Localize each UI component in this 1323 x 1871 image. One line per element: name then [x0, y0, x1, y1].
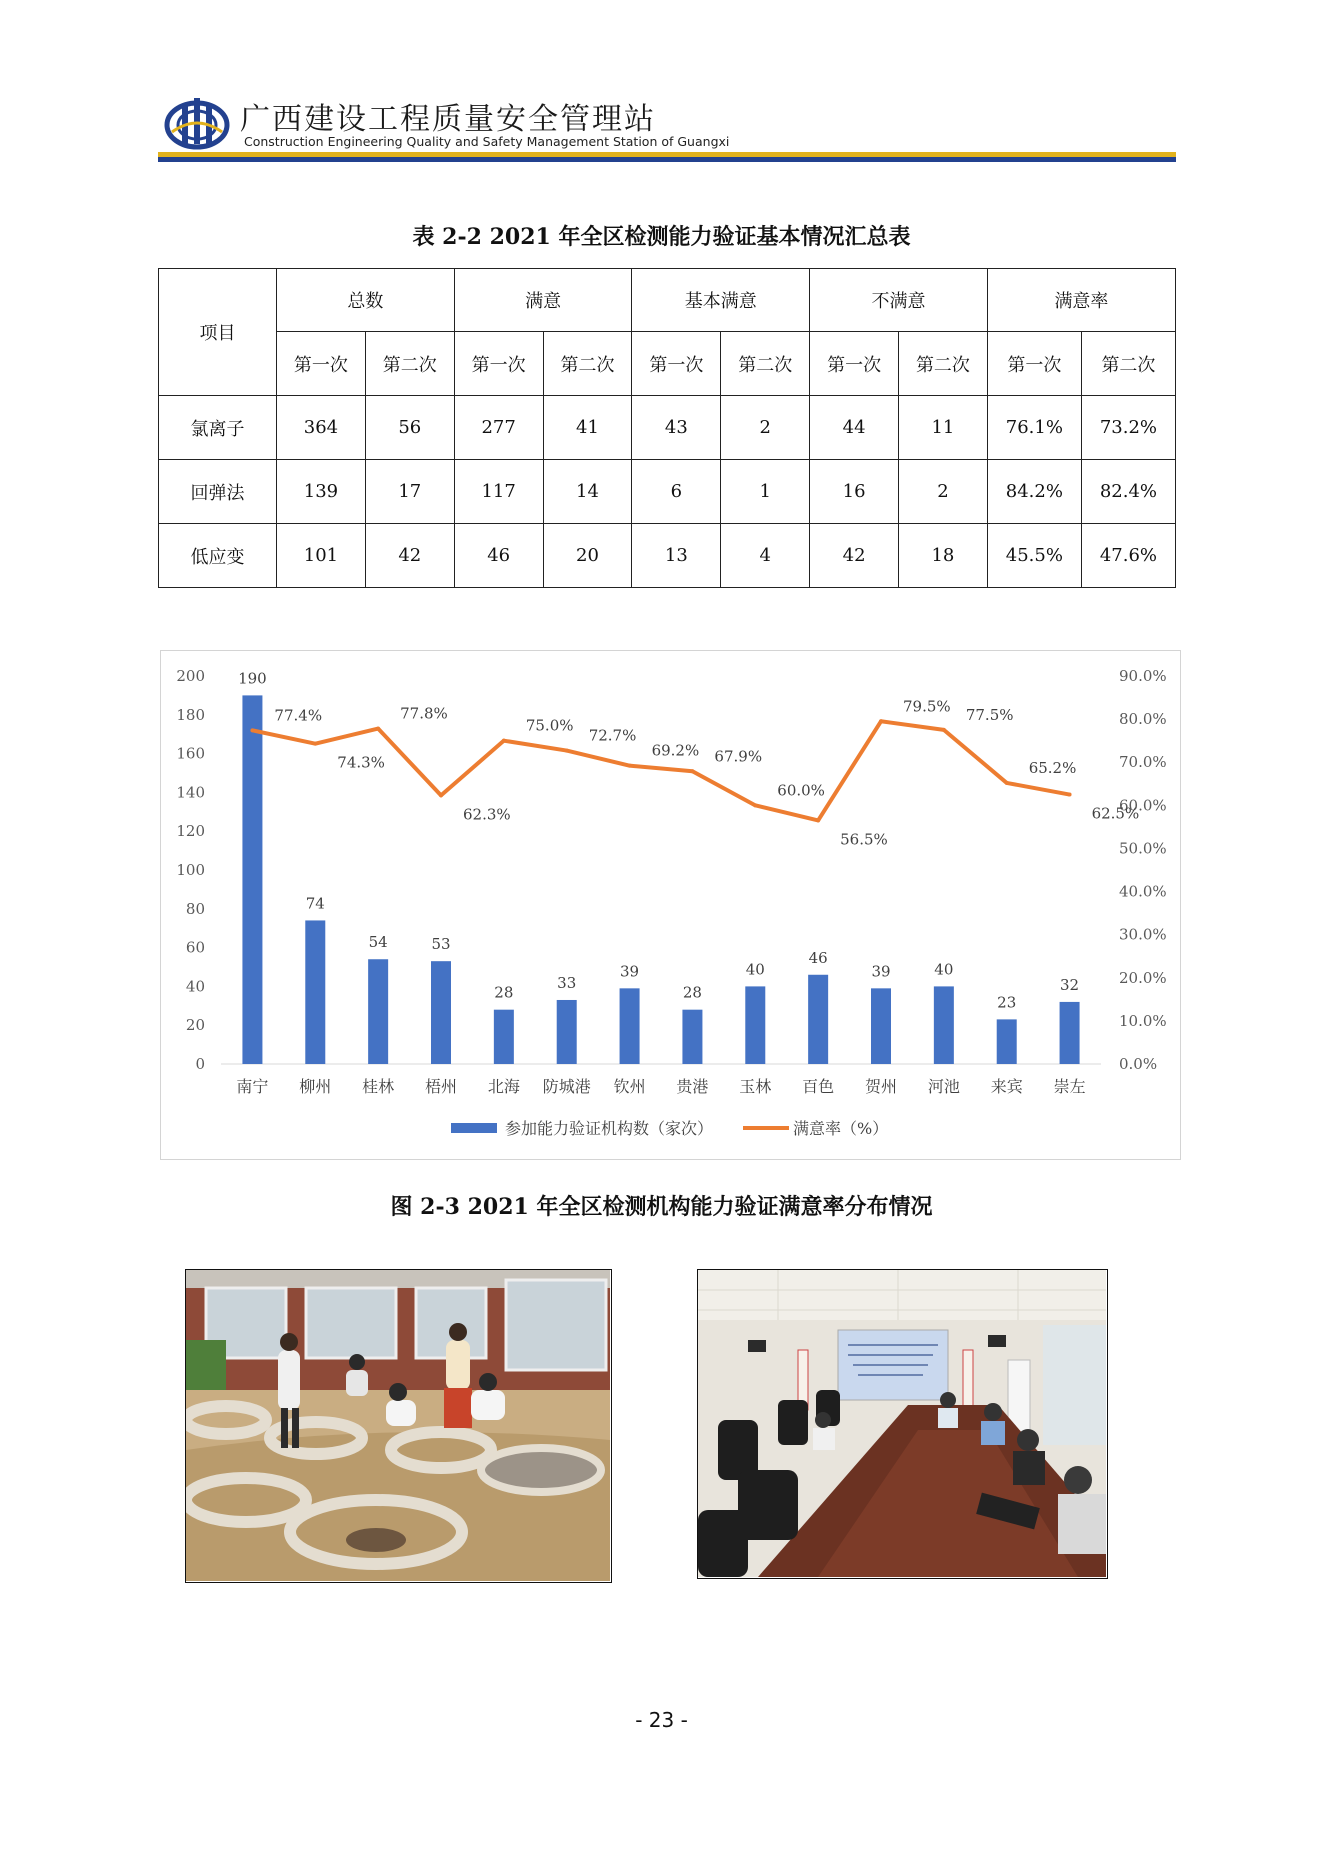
figure-title: 图 2-3 2021 年全区检测机构能力验证满意率分布情况 [390, 1194, 933, 1220]
table-row [159, 396, 1176, 460]
bar [745, 986, 765, 1064]
line-data-label: 56.5% [840, 830, 888, 849]
line-point [250, 728, 254, 732]
y-left-tick-label: 100 [176, 861, 205, 879]
table-cell: 42 [810, 524, 899, 588]
y-right-tick-label: 20.0% [1119, 968, 1167, 987]
table-cell: 47.6% [1081, 524, 1175, 588]
line-point [879, 719, 883, 723]
line-data-label: 79.5% [903, 697, 951, 716]
y-left-tick-label: 80 [185, 899, 205, 918]
x-category-label: 来宾 [990, 1077, 1023, 1096]
x-category-label: 北海 [487, 1077, 520, 1096]
y-right-tick-label: 80.0% [1119, 710, 1167, 729]
x-category-label: 南宁 [236, 1077, 269, 1096]
table-cell: 45.5% [987, 524, 1081, 588]
row-label: 低应变 [159, 524, 277, 588]
bar-data-label: 28 [494, 983, 514, 1002]
row-label: 氯离子 [159, 396, 277, 460]
bar-data-label: 54 [368, 933, 388, 952]
x-category-label: 贺州 [864, 1077, 898, 1096]
y-right-tick-label: 30.0% [1119, 925, 1167, 944]
table-row [159, 524, 1176, 588]
line-data-label: 72.7% [588, 726, 637, 745]
table-cell: 82.4% [1081, 460, 1175, 524]
table-cell: 6 [632, 460, 721, 524]
table-cell: 11 [899, 396, 988, 460]
bar-data-label: 32 [1060, 975, 1080, 994]
y-left-tick-label: 160 [176, 744, 205, 763]
satisfaction-chart [160, 650, 1181, 1160]
bar-data-label: 39 [620, 962, 640, 981]
y-left-tick-label: 0 [195, 1055, 205, 1073]
bar [242, 695, 262, 1064]
line-data-label: 67.9% [714, 747, 763, 766]
sub-header: 第二次 [721, 332, 810, 396]
y-left-tick-label: 200 [176, 667, 205, 685]
sub-header: 第一次 [277, 332, 366, 396]
chart-canvas [161, 651, 1179, 1158]
group-header-total: 总数 [277, 269, 455, 332]
x-category-label: 桂林 [362, 1077, 395, 1096]
sub-header: 第一次 [987, 332, 1081, 396]
bar-data-label: 40 [934, 960, 954, 979]
sub-header: 第一次 [454, 332, 543, 396]
x-category-label: 贵港 [676, 1077, 709, 1096]
bar-data-label: 40 [745, 960, 765, 979]
y-left-tick-label: 40 [185, 977, 205, 996]
line-point [942, 728, 946, 732]
line-point [376, 727, 380, 731]
bar-data-label: 28 [682, 983, 702, 1002]
table-cell: 16 [810, 460, 899, 524]
bar [368, 959, 388, 1064]
table-cell: 2 [721, 396, 810, 460]
header-rule-blue [158, 157, 1176, 162]
line-data-label: 75.0% [525, 716, 574, 735]
bar-data-label: 33 [557, 973, 577, 992]
bar [808, 975, 828, 1064]
bar [557, 1000, 577, 1064]
sub-header: 第二次 [1081, 332, 1175, 396]
group-header-rate: 满意率 [987, 269, 1175, 332]
table-cell: 4 [721, 524, 810, 588]
line-data-label: 77.4% [274, 706, 323, 725]
meeting-room-photo [697, 1269, 1108, 1579]
table-cell: 277 [454, 396, 543, 460]
table-cell: 42 [365, 524, 454, 588]
x-category-label: 梧州 [424, 1077, 458, 1096]
page-header [158, 92, 1176, 166]
bar [494, 1010, 514, 1064]
table-cell: 139 [277, 460, 366, 524]
line-point [690, 769, 694, 773]
sub-header: 第一次 [810, 332, 899, 396]
sub-header: 第一次 [632, 332, 721, 396]
line-data-label: 77.8% [400, 704, 448, 723]
y-right-tick-label: 70.0% [1119, 753, 1167, 772]
x-category-label: 防城港 [542, 1077, 591, 1096]
bar [620, 988, 640, 1064]
table-cell: 13 [632, 524, 721, 588]
x-category-label: 百色 [802, 1077, 835, 1096]
bar-data-label: 190 [238, 669, 267, 688]
y-left-tick-label: 120 [176, 822, 205, 841]
line-data-label: 69.2% [651, 741, 700, 760]
bar [871, 988, 891, 1064]
line-data-label: 62.3% [463, 805, 511, 824]
y-right-tick-label: 60.0% [1119, 796, 1167, 815]
line-point [439, 793, 443, 797]
table-cell: 101 [277, 524, 366, 588]
row-label: 回弹法 [159, 460, 277, 524]
line-data-label: 60.0% [777, 781, 825, 800]
group-header-basic-satisfied: 基本满意 [632, 269, 810, 332]
table-cell: 17 [365, 460, 454, 524]
y-right-tick-label: 50.0% [1119, 839, 1167, 858]
summary-table [158, 268, 1176, 588]
line-point [753, 803, 757, 807]
line-point [565, 749, 569, 753]
bar [431, 961, 451, 1064]
table-cell: 117 [454, 460, 543, 524]
y-right-tick-label: 10.0% [1119, 1011, 1167, 1030]
table-title: 表 2-2 2021 年全区检测能力验证基本情况汇总表 [412, 224, 911, 250]
y-right-tick-label: 40.0% [1119, 882, 1167, 901]
line-data-label: 77.5% [965, 705, 1014, 724]
bar-data-label: 46 [808, 948, 828, 967]
org-name-en: Construction Engineering Quality and Safety Management Station of Guangxi [244, 134, 730, 149]
bar [305, 920, 325, 1064]
page-number: - 23 - [635, 1708, 688, 1732]
line-point [502, 739, 506, 743]
bar [997, 1019, 1017, 1064]
y-left-tick-label: 140 [176, 783, 205, 802]
legend-line-label: 满意率（%） [793, 1119, 889, 1138]
table-cell: 76.1% [987, 396, 1081, 460]
x-category-label: 柳州 [299, 1077, 332, 1096]
sub-header: 第二次 [899, 332, 988, 396]
bar-data-label: 39 [871, 962, 891, 981]
line-data-label: 74.3% [337, 753, 385, 772]
x-category-label: 玉林 [739, 1077, 772, 1096]
legend-bar-swatch [451, 1123, 497, 1133]
sub-header: 第二次 [365, 332, 454, 396]
table-cell: 2 [899, 460, 988, 524]
y-left-tick-label: 60 [185, 938, 205, 957]
org-name-cn: 广西建设工程质量安全管理站 [240, 102, 656, 137]
table-cell: 43 [632, 396, 721, 460]
y-left-tick-label: 180 [176, 705, 205, 724]
table-cell: 56 [365, 396, 454, 460]
x-category-label: 钦州 [613, 1077, 646, 1096]
table-cell: 1 [721, 460, 810, 524]
bar [682, 1010, 702, 1064]
line-point [1005, 781, 1009, 785]
y-right-tick-label: 90.0% [1119, 667, 1167, 685]
line-point [816, 818, 820, 822]
group-header-unsatisfied: 不满意 [810, 269, 988, 332]
field-inspection-photo [185, 1269, 612, 1583]
line-data-label: 62.5% [1091, 804, 1140, 823]
table-cell: 84.2% [987, 460, 1081, 524]
table-cell: 44 [810, 396, 899, 460]
group-header-satisfied: 满意 [454, 269, 632, 332]
x-category-label: 崇左 [1053, 1077, 1086, 1096]
line-point [1068, 793, 1072, 797]
table-row [159, 460, 1176, 524]
table-cell: 46 [454, 524, 543, 588]
bar [934, 986, 954, 1064]
table-cell: 73.2% [1081, 396, 1175, 460]
y-right-tick-label: 0.0% [1119, 1055, 1158, 1073]
table-cell: 20 [543, 524, 632, 588]
bar-data-label: 23 [997, 993, 1017, 1012]
table-cell: 41 [543, 396, 632, 460]
bar [1060, 1002, 1080, 1064]
x-category-label: 河池 [927, 1077, 960, 1096]
table-cell: 18 [899, 524, 988, 588]
bar-data-label: 74 [305, 894, 325, 913]
bar-data-label: 53 [431, 935, 451, 954]
line-point [313, 742, 317, 746]
table-cell: 14 [543, 460, 632, 524]
table-corner-header: 项目 [159, 269, 277, 396]
line-data-label: 65.2% [1028, 758, 1077, 777]
y-left-tick-label: 20 [185, 1016, 205, 1035]
legend-bar-label: 参加能力验证机构数（家次） [505, 1119, 714, 1138]
line-point [628, 764, 632, 768]
table-cell: 364 [277, 396, 366, 460]
station-logo-icon [162, 92, 232, 152]
sub-header: 第二次 [543, 332, 632, 396]
